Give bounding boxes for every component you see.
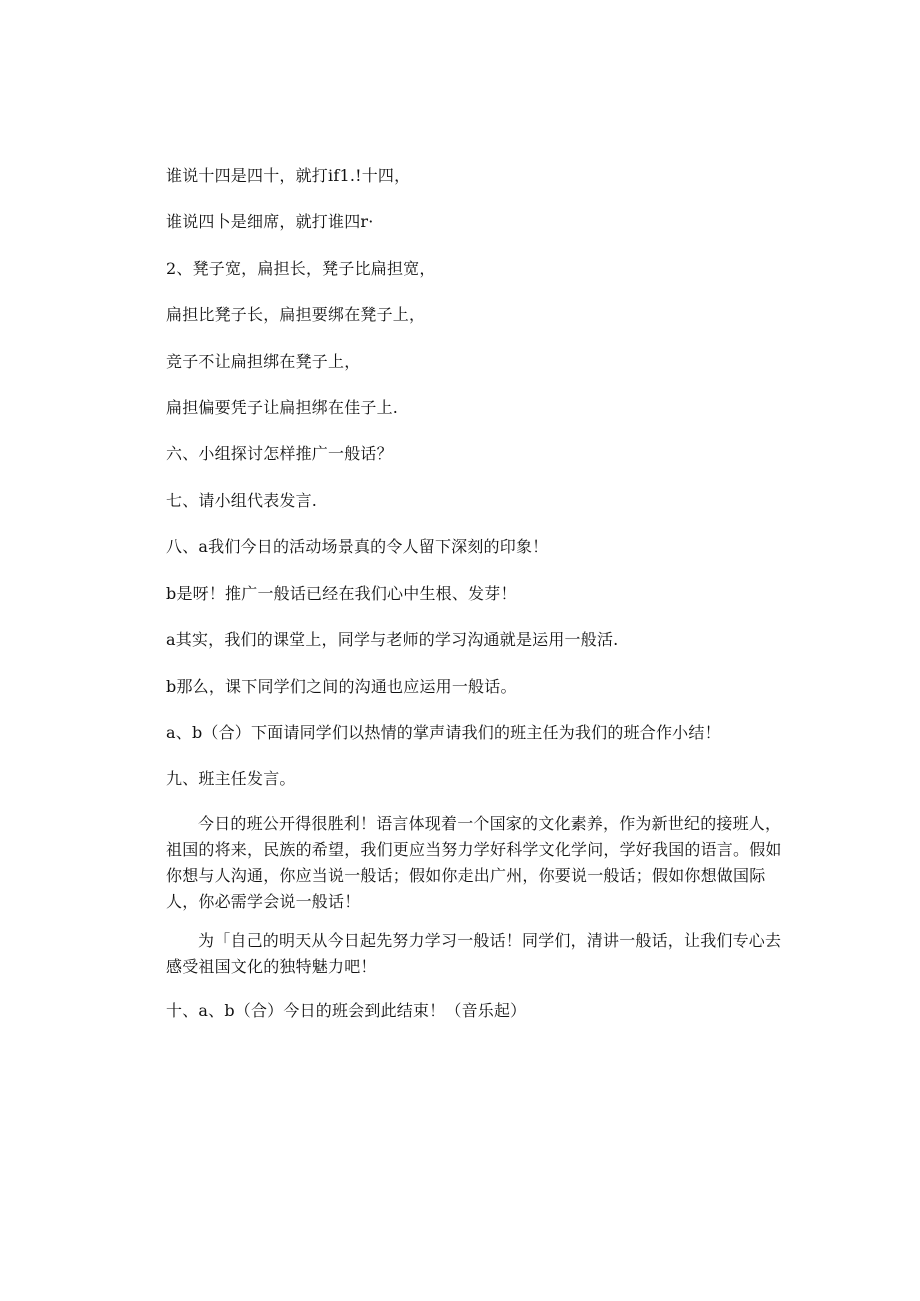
section-heading: 七、请小组代表发言.	[166, 491, 318, 510]
text-line: 2、凳子宽，扁担长，凳子比扁担宽，	[166, 259, 436, 278]
dialogue-line: a、b（合）下面请同学们以热情的掌声请我们的班主任为我们的班合作小结！	[166, 723, 721, 742]
speech-paragraph: 今日的班公开得很胜利！语言体现着一个国家的文化素养，作为新世纪的接班人，祖国的将来，民族的希望，我们更应当努力学好科学文化学问，学好我国的语言。假如你想与人沟通，你应当说一般话；假如你走出广州，你要说一般话；假如你想做国际人，你必需学会说一般话！	[166, 814, 782, 911]
dialogue-line: b那么，课下同学们之间的沟通也应运用一般话。	[166, 677, 517, 696]
dialogue-line: b是呀！推广一般话已经在我们心中生根、发芽！	[166, 584, 517, 603]
text-line: 谁说四卜是细席，就打谁四r·	[166, 212, 374, 231]
text-line: 谁说十四是四十，就打if1.!十四，	[166, 166, 411, 185]
dialogue-line: a其实，我们的课堂上，同学与老师的学习沟通就是运用一般活.	[166, 630, 619, 649]
closing-line: 十、a、b（合）今日的班会到此结束！（音乐起）	[166, 1001, 527, 1020]
text-line: 竞子不让扁担绑在凳子上，	[166, 352, 361, 371]
section-heading: 八、a我们今日的活动场景真的令人留下深刻的印象！	[166, 537, 549, 556]
text-line: 扁担偏要凭子让扁担绑在佳子上.	[166, 398, 399, 417]
text-line: 扁担比凳子长，扁担要绑在凳子上，	[166, 305, 426, 324]
section-heading: 九、班主任发言。	[166, 769, 296, 788]
speech-paragraph: 为「自己的明天从今日起先努力学习一般话！同学们，清讲一般话，让我们专心去感受祖国文化的独特魅力吧！	[166, 931, 782, 976]
section-heading: 六、小组探讨怎样推广一般话？	[166, 444, 393, 463]
